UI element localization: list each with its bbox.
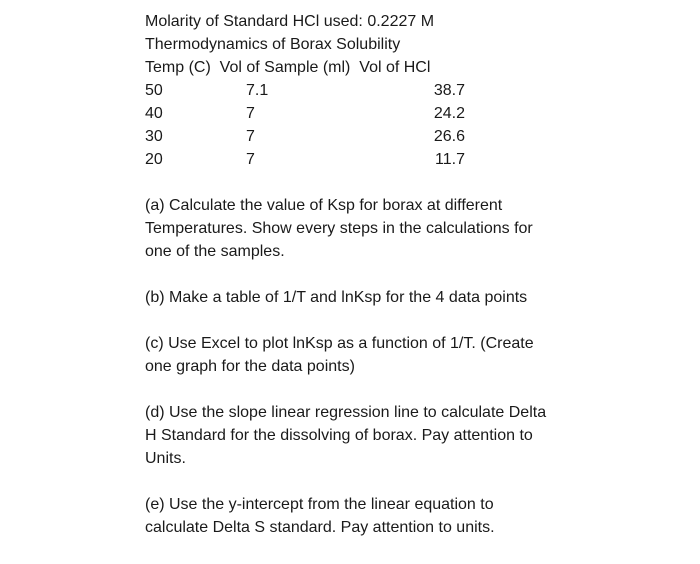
question-b: (b) Make a table of 1/T and lnKsp for the 4 data points [145, 289, 528, 306]
question-d: (d) Use the slope linear regression line to calculate Delta H Standard for the dissolving of borax. Pay attention to Units. [145, 404, 547, 467]
vol-sample-cell: 7.1 [246, 82, 269, 99]
data-table [145, 79, 665, 171]
molarity-line: Molarity of Standard HCl used: 0.2227 M [145, 13, 435, 30]
vol-hcl-cell: 11.7 [435, 151, 465, 168]
question-c: (c) Use Excel to plot lnKsp as a function of 1/T. (Create one graph for the data points) [145, 335, 534, 375]
vol-hcl-cell: 24.2 [433, 105, 465, 122]
table-row [145, 125, 665, 148]
vol-sample-cell: 7 [246, 151, 255, 168]
document-title: Thermodynamics of Borax Solubility [145, 36, 401, 53]
column-header: Temp (C) Vol of Sample (ml) Vol of HCl [145, 59, 431, 76]
vol-hcl-cell: 38.7 [433, 82, 465, 99]
temp-cell: 20 [145, 151, 163, 168]
table-row [145, 148, 665, 171]
vol-hcl-cell: 26.6 [433, 128, 465, 145]
table-row [145, 102, 665, 125]
vol-sample-cell: 7 [246, 128, 255, 145]
temp-cell: 30 [145, 128, 163, 145]
document-body [145, 10, 665, 539]
question-a: (a) Calculate the value of Ksp for borax at different Temperatures. Show every steps in the calculations for one of the samples. [145, 197, 533, 260]
temp-cell: 40 [145, 105, 163, 122]
question-e: (e) Use the y-intercept from the linear equation to calculate Delta S standard. Pay attention to units. [145, 496, 495, 536]
table-row [145, 79, 665, 102]
vol-sample-cell: 7 [246, 105, 255, 122]
temp-cell: 50 [145, 82, 163, 99]
